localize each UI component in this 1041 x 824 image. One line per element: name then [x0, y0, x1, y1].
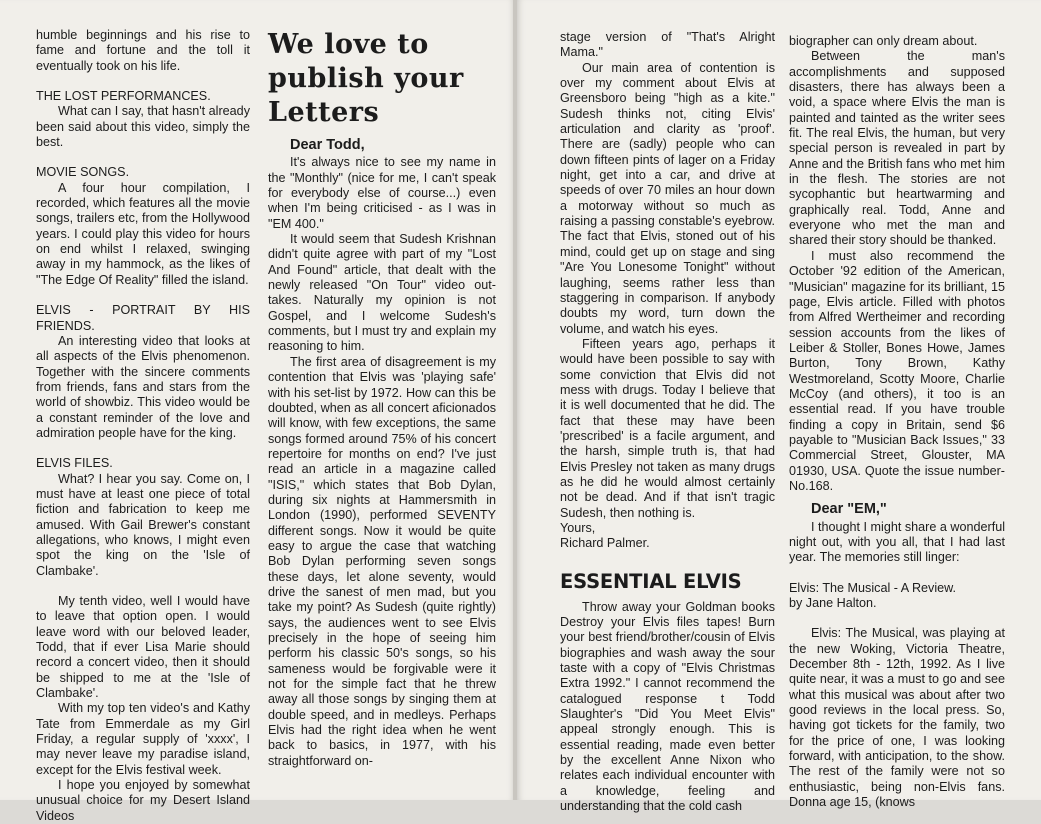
left-column-2 — [268, 28, 496, 769]
section-heading-movie-songs: MOVIE SONGS. — [36, 165, 130, 180]
section-heading-elvis-files: ELVIS FILES. — [36, 456, 113, 471]
paragraph: Fifteen years ago, perhaps it would have been possible to say with some conviction that Elvis did not mess with drugs. Today I believe that it is well documented that he did. The fact that these may have been 'prescribed' is a facile argument, and the harsh, simple truth is, that had Elvis Presley not taken as many drugs as he did he would almost certainly not be dead. And if that isn't tragic Sudesh, then nothing is. — [560, 336, 775, 520]
paragraph: My tenth video, well I would have to leave that option open. I would leave word with our beloved leader, Todd, that if ever Lisa Marie should record a concert video, then it should be shipped to me at the 'Isle of Clambake'. — [36, 594, 250, 701]
paragraph: I must also recommend the October '92 edition of the American, "Musician" magazine for its brilliant, 15 page, Elvis article. Filled with photos from Alfred Wertheimer and recording session accounts from the likes of Leiber & Stoller, Bones Howe, James Burton, Tony Brown, Kathy Westmoreland, Scotty Moore, Charlie McCoy (and others), it too is an essential read. If you have trouble finding a copy in Britain, send $6 payable to "Musician Back Issues," 33 Commercial Street, Glouster, MA 01930, USA. Quote the issue number- No.168. — [789, 248, 1005, 493]
right-page — [517, 0, 1041, 814]
essential-elvis-heading: ESSENTIAL ELVIS — [560, 569, 742, 593]
paragraph: It's always nice to see my name in the "Monthly" (nice for me, I can't speak for everybody else of course...) even when I'm being criticised - as I was in "EM 400." — [268, 155, 496, 231]
paragraph: humble beginnings and his rise to fame and fortune and the toll it eventually took on his life. — [36, 28, 250, 73]
letters-title: We love to publish your Letters — [268, 29, 464, 128]
paragraph: I hope you enjoyed by somewhat unusual choice for my Desert Island Videos — [36, 778, 250, 823]
section-heading-portrait: ELVIS - PORTRAIT BY HIS FRIENDS. — [36, 303, 250, 333]
right-column-1 — [560, 30, 775, 815]
paragraph: What can I say, that hasn't already been said about this video, simply the best. — [36, 104, 250, 150]
review-byline: by Jane Halton. — [789, 596, 877, 611]
paragraph: stage version of "That's Alright Mama." — [560, 30, 775, 60]
left-column-1 — [36, 28, 250, 824]
paragraph: It would seem that Sudesh Krishnan didn't quite agree with part of my "Lost And Found" article, that dealt with the newly released "On Tour" video out-takes. Naturally my opinion is not Gospel, and I welcome Sudesh's comments, but I must try and explain my reasoning to him. — [268, 232, 496, 354]
paragraph: A four hour compilation, I recorded, which features all the movie songs, trailers etc, from the Hollywood years. I could play this video for hours on end whilst I relaxed, swinging away in my hammock, as the likes of "The Edge Of Reality" filled the island. — [36, 180, 250, 287]
paragraph: The first area of disagreement is my contention that Elvis was 'playing safe' with his set-list by 1972. How can this be doubted, when as all concert aficionados will know, with few exceptions, the same songs formed around 75% of his concert repertoire for months on end? I've just read an article in a magazine called "ISIS," which states that Bob Dylan, during six nights at Hammersmith in London (1990), performed SEVENTY different songs. Now it would be quite easy to argue the case that watching Bob Dylan performing seven songs these days, let alone seventy, would drive the sanest of men mad, but you take my point? As Sudesh (quite rightly) says, the audiences went to see Elvis precisely in the hope of seeing him perform his classic 50's songs, so his sameness would be forgivable were it not for the simple fact that he threw away all those songs by singing them at double speed, and in medleys. Perhaps Elvis had the right idea when he went back to basics, in 1977, with his straightforward on- — [268, 354, 496, 768]
paragraph: With my top ten video's and Kathy Tate from Emmerdale as my Girl Friday, a regular supply of 'xxxx', I may never leave my paradise island, except for the Elvis festival week. — [36, 701, 250, 777]
paragraph: biographer can only dream about. — [789, 34, 978, 48]
salutation: Dear "EM," — [811, 501, 887, 518]
paragraph: I thought I might share a wonderful night out, with you all, that I had last year. The memories still linger: — [789, 519, 1005, 565]
review-title: Elvis: The Musical - A Review. — [789, 580, 957, 595]
section-heading-lost-performances: THE LOST PERFORMANCES. — [36, 89, 211, 104]
signoff: Yours, — [560, 521, 596, 535]
paragraph: Our main area of contention is over my comment about Elvis at Greensboro being "high as a kite." Sudesh thinks not, citing Elvis' articulation and clarity as 'proof'. There are (sadly) people who can down fifteen pints of lager on a Friday night, get into a car, and drive at speeds of over 70 miles an hour down a motorway without so much as raising a passing constable's eyebrow. The fact that Elvis, stoned out of his mind, could get up on stage and sing "Are You Lonesome Tonight" without laughing, seems rather less than staggering in comparison. If anybody doubts my word, turn down the volume, and watch his eyes. — [560, 60, 775, 336]
paragraph: Between the man's accomplishments and supposed disasters, there has always been a void, a space where Elvis the man is painted and tainted as the writer sees fit. The real Elvis, the human, but very special person is revealed in part by Anne and the British fans who met him in the flesh. The stories are not sycophantic but heartwarming and graphically real. Todd, Anne and everyone who met the man and shared their story should be thanked. — [789, 49, 1005, 248]
signature-name: Richard Palmer. — [560, 536, 650, 551]
right-column-2 — [789, 34, 1005, 811]
paragraph: An interesting video that looks at all aspects of the Elvis phenomenon. Together with the sincere comments from friends, fans and stars from the world of showbiz. This video would be a constant reminder of the love and admiration people have for the king. — [36, 333, 250, 440]
paragraph: What? I hear you say. Come on, I must have at least one piece of total fiction and fabrication to keep me amused. With Gail Brewer's constant allegations, who knows, I might even spot the king on the 'Isle of Clambake'. — [36, 471, 250, 578]
paragraph: Elvis: The Musical, was playing at the new Woking, Victoria Theatre, December 8th - 12th, 1992. As I live quite near, it was a must to go and see what this musical was about after two good reviews in the local press. So, having got tickets for the family, two for the price of one, I was looking forward, with anticipation, to the show. The rest of the family were not so enthusiastic, being non-Elvis fans. Donna age 15, (knows — [789, 626, 1005, 810]
salutation: Dear Todd, — [290, 137, 365, 153]
paragraph: Throw away your Goldman books Destroy your Elvis files tapes! Burn your best friend/brother/cousin of Elvis biographies and wash away the sour taste with a copy of "Elvis Christmas Extra 1992." I cannot recommend the catalogued response t Todd Slaughter's "Did You Meet Elvis" appeal strongly enough. This is essential reading, made even better by the excellent Anne Nixon who relates each individual encounter with a knowledge, feeling and understanding that the cold cash — [560, 599, 775, 814]
left-page — [0, 0, 515, 823]
